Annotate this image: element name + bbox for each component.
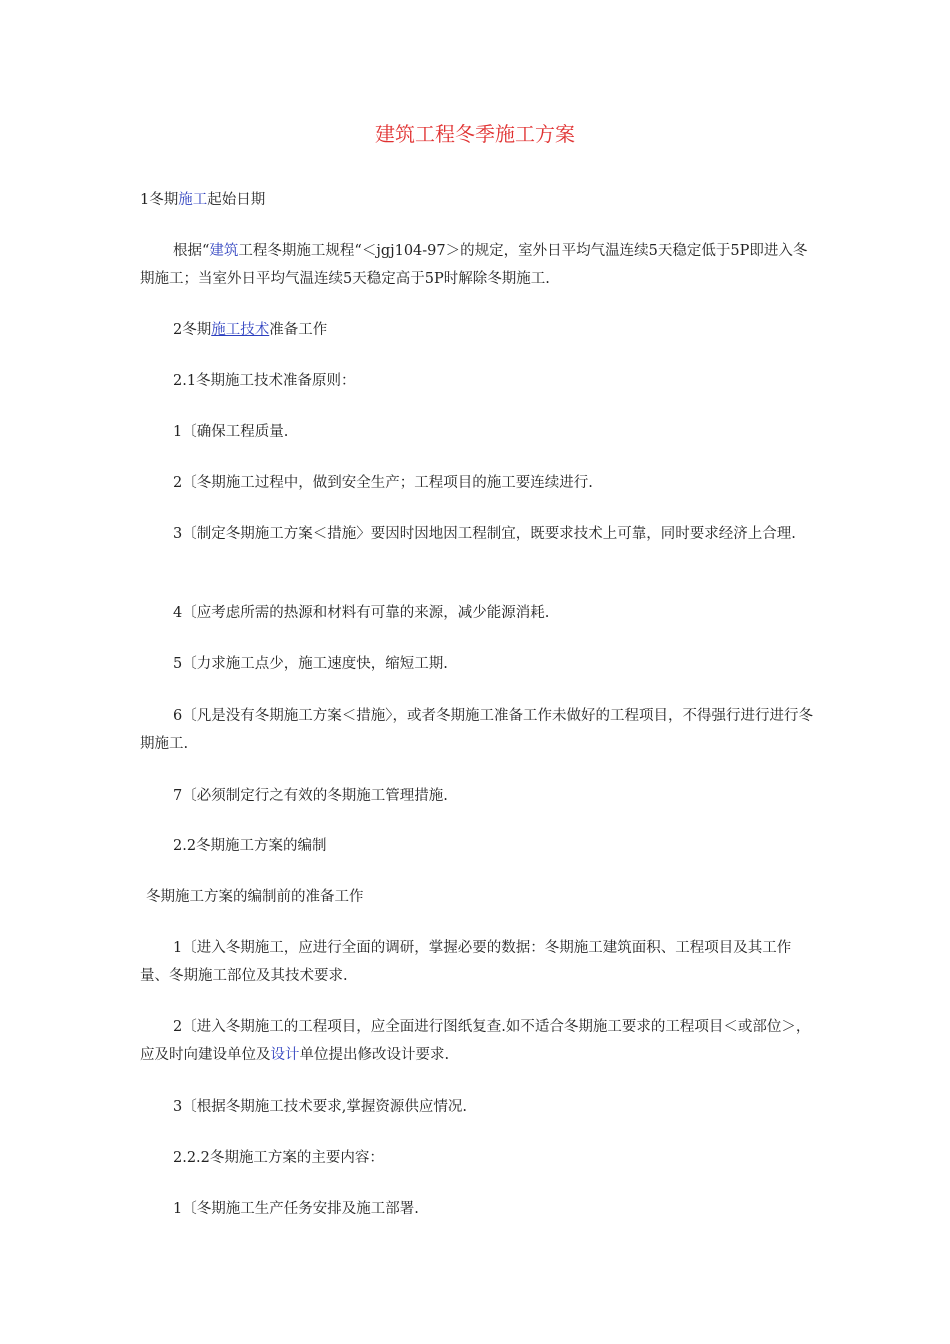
paragraph-section-2-2-2: 2.2.2冬期施工方案的主要内容： <box>173 1150 384 1166</box>
list-item: 1〔冬期施工生产任务安排及施工部署. <box>173 1201 419 1217</box>
list-item: 2〔冬期施工过程中，做到安全生产；工程项目的施工要连续进行. <box>173 475 593 491</box>
list-item: 3〔制定冬期施工方案＜措施〉要因时因地因工程制宜，既要求技术上可靠，同时要求经济上合理. <box>173 526 796 542</box>
paragraph-start-date-rule: 根据“建筑工程冬期施工规程“＜jgj104-97＞的规定，室外日平均气温连续5天稳定低于5P即进入冬期施工；当室外日平均气温连续5天稳定高于5P时解除冬期施工. <box>140 243 808 287</box>
list-item: 3〔根据冬期施工技术要求,掌握资源供应情况. <box>173 1099 467 1115</box>
paragraph-preparation-heading: 冬期施工方案的编制前的准备工作 <box>146 889 364 905</box>
link-construction[interactable]: 施工 <box>178 192 208 208</box>
list-item: 7〔必须制定行之有效的冬期施工管理措施. <box>173 788 448 804</box>
list-item: 2〔进入冬期施工的工程项目，应全面进行图纸复查.如不适合冬期施工要求的工程项目＜或部位＞，应及时向建设单位及设计单位提出修改设计要求. <box>140 1019 811 1063</box>
link-design[interactable]: 设计 <box>270 1047 300 1063</box>
paragraph-section-1-heading: 1冬期施工起始日期 <box>140 192 266 208</box>
list-item: 4〔应考虑所需的热源和材料有可靠的来源，减少能源消耗. <box>173 605 550 621</box>
list-item: 1〔进入冬期施工，应进行全面的调研，掌握必要的数据：冬期施工建筑面积、工程项目及其工作量、冬期施工部位及其技术要求. <box>140 940 792 984</box>
paragraph-section-2-heading: 2冬期施工技术准备工作 <box>173 322 328 338</box>
list-item: 5〔力求施工点少，施工速度快，缩短工期. <box>173 656 448 672</box>
link-construction-technology[interactable]: 施工技术 <box>211 322 270 338</box>
list-item: 6〔凡是没有冬期施工方案＜措施〉，或者冬期施工准备工作未做好的工程项目，不得强行进行进行冬期施工. <box>140 708 813 752</box>
paragraph-section-2-1: 2.1冬期施工技术准备原则： <box>173 373 356 389</box>
paragraph-section-2-2: 2.2冬期施工方案的编制 <box>173 838 327 854</box>
list-item: 1〔确保工程质量. <box>173 424 289 440</box>
document-title: 建筑工程冬季施工方案 <box>375 122 575 146</box>
link-building[interactable]: 建筑 <box>209 243 239 259</box>
